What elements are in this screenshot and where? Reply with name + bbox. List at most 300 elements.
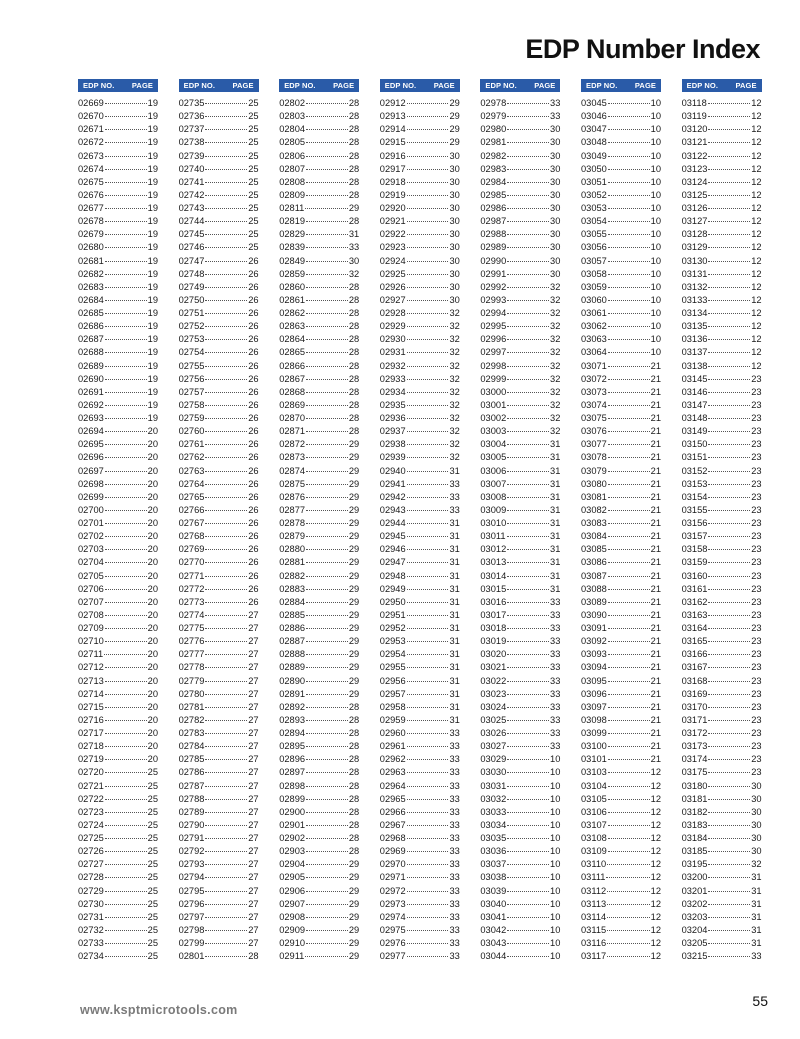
edp-number: 02714: [78, 688, 104, 699]
dot-leader: [608, 462, 650, 472]
edp-number: 03089: [581, 596, 607, 607]
page-ref: 10: [650, 255, 661, 266]
edp-number: 02676: [78, 189, 104, 200]
edp-number: 02962: [379, 754, 406, 765]
dot-leader: [407, 173, 449, 183]
page-ref: 28: [348, 426, 360, 437]
page-ref: 32: [550, 281, 561, 292]
page-ref: 20: [147, 741, 158, 752]
dot-leader: [104, 645, 146, 655]
dot-leader: [608, 435, 650, 445]
page-ref: 31: [449, 518, 460, 528]
page-ref: 25: [248, 229, 259, 240]
page-ref: 32: [550, 426, 561, 437]
edp-header-label: EDP NO.: [586, 81, 618, 90]
edp-number: 02746: [178, 242, 205, 253]
dot-leader: [708, 225, 750, 235]
edp-number: 02997: [480, 347, 507, 358]
page-ref: 31: [550, 491, 561, 502]
dot-leader: [608, 448, 650, 458]
dot-leader: [507, 829, 549, 839]
edp-number: 02971: [379, 872, 406, 883]
edp-number: 02786: [178, 767, 205, 778]
edp-number: 02941: [379, 478, 406, 489]
dot-leader: [205, 252, 247, 262]
edp-number: 03062: [581, 321, 607, 332]
edp-number: 02797: [178, 911, 205, 922]
page-title: EDP Number Index: [525, 34, 760, 64]
edp-number: 03057: [581, 255, 607, 266]
edp-number: 02777: [178, 649, 205, 660]
page-ref: 25: [147, 885, 158, 896]
dot-leader: [407, 186, 449, 196]
page-ref: 23: [751, 623, 762, 633]
page-ref: 21: [650, 714, 661, 725]
page-ref: 32: [449, 347, 460, 358]
edp-number: 02679: [78, 229, 104, 240]
page-ref: 26: [248, 596, 259, 607]
edp-number: 03045: [581, 98, 607, 108]
page-ref: 32: [550, 334, 561, 345]
edp-number: 03162: [681, 596, 708, 607]
page-ref: 28: [348, 819, 360, 830]
dot-leader: [105, 790, 147, 800]
edp-number: 02752: [178, 321, 205, 332]
edp-number: 02960: [379, 728, 406, 738]
dot-leader: [507, 475, 549, 485]
dot-leader: [407, 567, 449, 577]
edp-number: 02909: [279, 924, 306, 935]
edp-number: 03072: [581, 373, 607, 384]
edp-number: 02750: [178, 294, 205, 305]
dot-leader: [608, 842, 650, 852]
edp-number: 03111: [581, 872, 606, 883]
edp-number: 03036: [480, 846, 507, 857]
edp-number: 03151: [681, 452, 708, 463]
page-ref: 33: [449, 898, 460, 909]
dot-leader: [407, 540, 449, 550]
edp-number: 03016: [480, 596, 507, 607]
page-ref: 21: [650, 504, 661, 515]
page-ref: 33: [449, 885, 460, 896]
page-ref: 33: [550, 596, 561, 607]
page-ref: 33: [449, 872, 460, 883]
dot-leader: [507, 632, 549, 642]
edp-number: 02995: [480, 321, 507, 332]
dot-leader: [105, 908, 147, 918]
edp-number: 02802: [279, 98, 306, 108]
edp-number: 02693: [78, 413, 104, 423]
edp-number: 03146: [681, 386, 708, 397]
dot-leader: [507, 278, 549, 288]
dot-leader: [407, 724, 449, 734]
dot-leader: [105, 921, 147, 931]
edp-number: 03113: [581, 898, 607, 909]
page-ref: 12: [751, 268, 762, 279]
dot-leader: [708, 934, 750, 944]
page-ref: 29: [348, 872, 360, 883]
edp-number: 03173: [681, 741, 708, 752]
dot-leader: [708, 619, 750, 629]
dot-leader: [507, 435, 549, 445]
edp-number: 02724: [78, 819, 104, 830]
edp-number: 02989: [480, 242, 507, 253]
dot-leader: [205, 212, 247, 222]
dot-leader: [507, 777, 549, 787]
edp-number: 02984: [480, 176, 507, 187]
edp-number: 02999: [480, 373, 507, 384]
edp-number: 03157: [681, 531, 708, 542]
page-ref: 27: [248, 819, 259, 830]
dot-leader: [507, 133, 549, 143]
dot-leader: [507, 212, 549, 222]
dot-leader: [708, 462, 750, 472]
edp-number: 02978: [480, 98, 507, 108]
page-ref: 32: [449, 426, 460, 437]
page-ref: 30: [550, 137, 561, 148]
edp-number: 02958: [379, 701, 406, 712]
page-ref: 27: [248, 911, 259, 922]
page-ref: 31: [751, 924, 762, 935]
dot-leader: [306, 672, 348, 682]
dot-leader: [608, 133, 650, 143]
dot-leader: [205, 94, 247, 104]
dot-leader: [105, 291, 147, 301]
edp-number: 03010: [480, 518, 507, 528]
page-ref: 27: [248, 609, 259, 620]
dot-leader: [507, 750, 549, 760]
page-ref: 12: [751, 163, 762, 174]
dot-leader: [407, 527, 449, 537]
dot-leader: [608, 540, 650, 550]
page-ref: 29: [348, 557, 360, 568]
page-ref: 26: [248, 465, 259, 476]
edp-number: 02684: [78, 294, 104, 305]
dot-leader: [105, 868, 147, 878]
dot-leader: [306, 698, 348, 708]
dot-leader: [205, 737, 247, 747]
page-ref: 28: [348, 413, 360, 423]
edp-number: 03004: [480, 439, 507, 450]
dot-leader: [306, 593, 348, 603]
index-column-6: [581, 79, 661, 962]
page-ref: 26: [248, 334, 259, 345]
dot-leader: [205, 645, 247, 655]
edp-number: 03185: [681, 846, 708, 857]
dot-leader: [407, 698, 449, 708]
page-ref: 27: [248, 924, 259, 935]
dot-leader: [608, 396, 650, 406]
edp-number: 02863: [279, 321, 306, 332]
dot-leader: [507, 514, 549, 524]
edp-number: 03015: [480, 583, 507, 594]
page-ref: 12: [751, 176, 762, 187]
page-ref: 26: [248, 544, 259, 555]
edp-number: 02792: [178, 846, 205, 857]
edp-number: 02976: [379, 938, 406, 948]
page-ref: 21: [650, 728, 661, 738]
page-ref: 32: [550, 386, 561, 397]
page-ref: 31: [550, 504, 561, 515]
edp-number: 02917: [379, 163, 406, 174]
dot-leader: [105, 803, 147, 813]
page-ref: 26: [248, 518, 259, 528]
dot-leader: [105, 750, 147, 760]
page-ref: 33: [449, 951, 460, 962]
edp-number: 02974: [379, 911, 406, 922]
page-ref: 21: [650, 452, 661, 463]
dot-leader: [607, 895, 649, 905]
edp-number: 03005: [480, 452, 507, 463]
edp-number: 03168: [681, 675, 708, 686]
page-ref: 30: [751, 793, 762, 804]
edp-number: 03203: [681, 911, 708, 922]
dot-leader: [708, 724, 750, 734]
page-ref: 33: [449, 728, 460, 738]
page-ref: 25: [248, 203, 259, 213]
footer-url: www.ksptmicrotools.com: [80, 1003, 238, 1017]
page-ref: 27: [248, 767, 259, 778]
dot-leader: [105, 580, 147, 590]
edp-number: 02928: [379, 308, 406, 318]
edp-number: 03051: [581, 176, 607, 187]
dot-leader: [306, 895, 348, 905]
page-ref: 23: [751, 426, 762, 437]
dot-leader: [608, 94, 650, 104]
edp-number: 03058: [581, 268, 607, 279]
dot-leader: [507, 186, 549, 196]
edp-number: 02935: [379, 399, 406, 410]
page-ref: 26: [248, 399, 259, 410]
page-ref: 29: [348, 596, 360, 607]
dot-leader: [708, 947, 750, 957]
dot-leader: [205, 462, 247, 472]
edp-number: 03126: [681, 203, 708, 213]
page-ref: 31: [449, 596, 460, 607]
page-ref: 30: [751, 780, 762, 791]
dot-leader: [407, 921, 449, 931]
dot-leader: [507, 396, 549, 406]
page-ref: 23: [751, 570, 762, 581]
dot-leader: [105, 278, 147, 288]
edp-number: 02708: [78, 609, 104, 620]
page-ref: 23: [751, 649, 762, 660]
edp-number: 02766: [178, 504, 205, 515]
page-ref: 12: [650, 938, 661, 948]
edp-number: 02795: [178, 885, 205, 896]
dot-leader: [105, 724, 147, 734]
page-ref: 12: [751, 98, 762, 108]
edp-number: 02938: [379, 439, 406, 450]
index-column-4: [380, 79, 460, 962]
dot-leader: [205, 173, 247, 183]
edp-number: 03063: [581, 334, 607, 345]
edp-number: 02796: [178, 898, 205, 909]
edp-number: 03014: [480, 570, 507, 581]
page-ref: 23: [751, 596, 762, 607]
page-ref: 23: [751, 373, 762, 384]
edp-number: 03019: [480, 636, 507, 647]
dot-leader: [608, 698, 650, 708]
page-ref: 27: [248, 649, 259, 660]
page-ref: 21: [650, 596, 661, 607]
edp-number: 02959: [379, 714, 406, 725]
edp-number: 03059: [581, 281, 607, 292]
page-ref: 29: [348, 938, 360, 948]
dot-leader: [205, 133, 247, 143]
page-ref: 25: [248, 242, 259, 253]
edp-number: 02942: [379, 491, 406, 502]
edp-number: 03022: [480, 675, 507, 686]
page-ref: 21: [650, 439, 661, 450]
page-ref: 33: [550, 98, 561, 108]
dot-leader: [407, 488, 449, 498]
dot-leader: [105, 252, 147, 262]
page-ref: 26: [248, 308, 259, 318]
page-ref: 19: [147, 413, 158, 423]
dot-leader: [407, 370, 449, 380]
page-ref: 10: [650, 347, 661, 358]
dot-leader: [507, 908, 549, 918]
dot-leader: [105, 527, 147, 537]
page-ref: 26: [248, 531, 259, 542]
dot-leader: [507, 488, 549, 498]
index-column-1: [78, 79, 158, 962]
dot-leader: [205, 278, 247, 288]
edp-number: 02865: [279, 347, 306, 358]
page-ref: 19: [147, 334, 158, 345]
page-ref: 23: [751, 609, 762, 620]
dot-leader: [105, 698, 147, 708]
dot-leader: [708, 908, 750, 918]
edp-number: 03085: [581, 544, 607, 555]
page-ref: 31: [751, 938, 762, 948]
dot-leader: [306, 842, 348, 852]
index-entry: [682, 949, 762, 962]
dot-leader: [306, 173, 348, 183]
page-header-label: PAGE: [534, 81, 556, 90]
edp-number: 02770: [178, 557, 205, 568]
dot-leader: [708, 120, 750, 130]
edp-number: 03030: [480, 767, 507, 778]
page-ref: 33: [449, 754, 460, 765]
dot-leader: [306, 278, 348, 288]
page-ref: 26: [248, 373, 259, 384]
edp-number: 03105: [581, 793, 607, 804]
page-ref: 23: [751, 583, 762, 594]
page-header-label: PAGE: [735, 81, 757, 90]
dot-leader: [105, 396, 147, 406]
dot-leader: [708, 199, 750, 209]
dot-leader: [507, 94, 549, 104]
edp-number: 02697: [78, 465, 104, 476]
page-ref: 19: [147, 255, 158, 266]
dot-leader: [306, 94, 348, 104]
edp-number: 03123: [681, 163, 708, 174]
dot-leader: [105, 343, 147, 353]
dot-leader: [708, 278, 750, 288]
page-ref: 25: [248, 189, 259, 200]
edp-number: 02741: [178, 176, 205, 187]
page-ref: 12: [751, 321, 762, 332]
dot-leader: [407, 94, 449, 104]
edp-number: 02773: [178, 596, 205, 607]
dot-leader: [306, 921, 348, 931]
edp-number: 02904: [279, 859, 306, 870]
edp-number: 03170: [681, 701, 708, 712]
dot-leader: [708, 94, 750, 104]
dot-leader: [708, 435, 750, 445]
dot-leader: [708, 173, 750, 183]
edp-number: 02875: [279, 478, 306, 489]
edp-number: 03013: [480, 557, 507, 568]
page-ref: 32: [550, 294, 561, 305]
dot-leader: [105, 737, 147, 747]
page-ref: 30: [550, 203, 561, 213]
dot-leader: [608, 685, 650, 695]
dot-leader: [105, 225, 147, 235]
page-ref: 27: [248, 938, 259, 948]
page-ref: 12: [751, 216, 762, 227]
edp-number: 03106: [581, 806, 607, 817]
edp-number: 02677: [78, 203, 104, 213]
page-ref: 10: [550, 859, 561, 870]
edp-number: 02723: [78, 806, 104, 817]
page-ref: 32: [449, 360, 460, 371]
dot-leader: [407, 330, 449, 340]
dot-leader: [105, 816, 147, 826]
dot-leader: [105, 855, 147, 865]
page-ref: 30: [550, 255, 561, 266]
dot-leader: [507, 304, 549, 314]
page-ref: 31: [550, 439, 561, 450]
page-ref: 19: [147, 321, 158, 332]
dot-leader: [608, 238, 650, 248]
dot-leader: [708, 790, 750, 800]
edp-number: 02872: [279, 439, 306, 450]
dot-leader: [407, 947, 449, 957]
dot-leader: [608, 672, 650, 682]
dot-leader: [105, 540, 147, 550]
edp-number: 02903: [279, 846, 306, 857]
dot-leader: [407, 580, 449, 590]
page-ref: 21: [650, 478, 661, 489]
page-ref: 28: [348, 701, 360, 712]
page-ref: 12: [650, 806, 661, 817]
page-ref: 28: [348, 189, 360, 200]
page-ref: 29: [348, 465, 360, 476]
dot-leader: [608, 383, 650, 393]
edp-number: 02717: [78, 728, 104, 738]
column-header: [682, 79, 762, 92]
page-ref: 21: [650, 675, 661, 686]
edp-number: 03093: [581, 649, 607, 660]
dot-leader: [507, 921, 549, 931]
dot-leader: [507, 317, 549, 327]
page-ref: 21: [650, 609, 661, 620]
page-ref: 32: [449, 439, 460, 450]
dot-leader: [407, 435, 449, 445]
dot-leader: [708, 829, 750, 839]
edp-number: 03148: [681, 413, 708, 423]
page-ref: 31: [751, 911, 762, 922]
edp-number: 02946: [379, 544, 406, 555]
dot-leader: [407, 107, 449, 117]
dot-leader: [407, 816, 449, 826]
dot-leader: [608, 120, 650, 130]
edp-number: 02727: [78, 859, 104, 870]
edp-number: 02763: [178, 465, 205, 476]
